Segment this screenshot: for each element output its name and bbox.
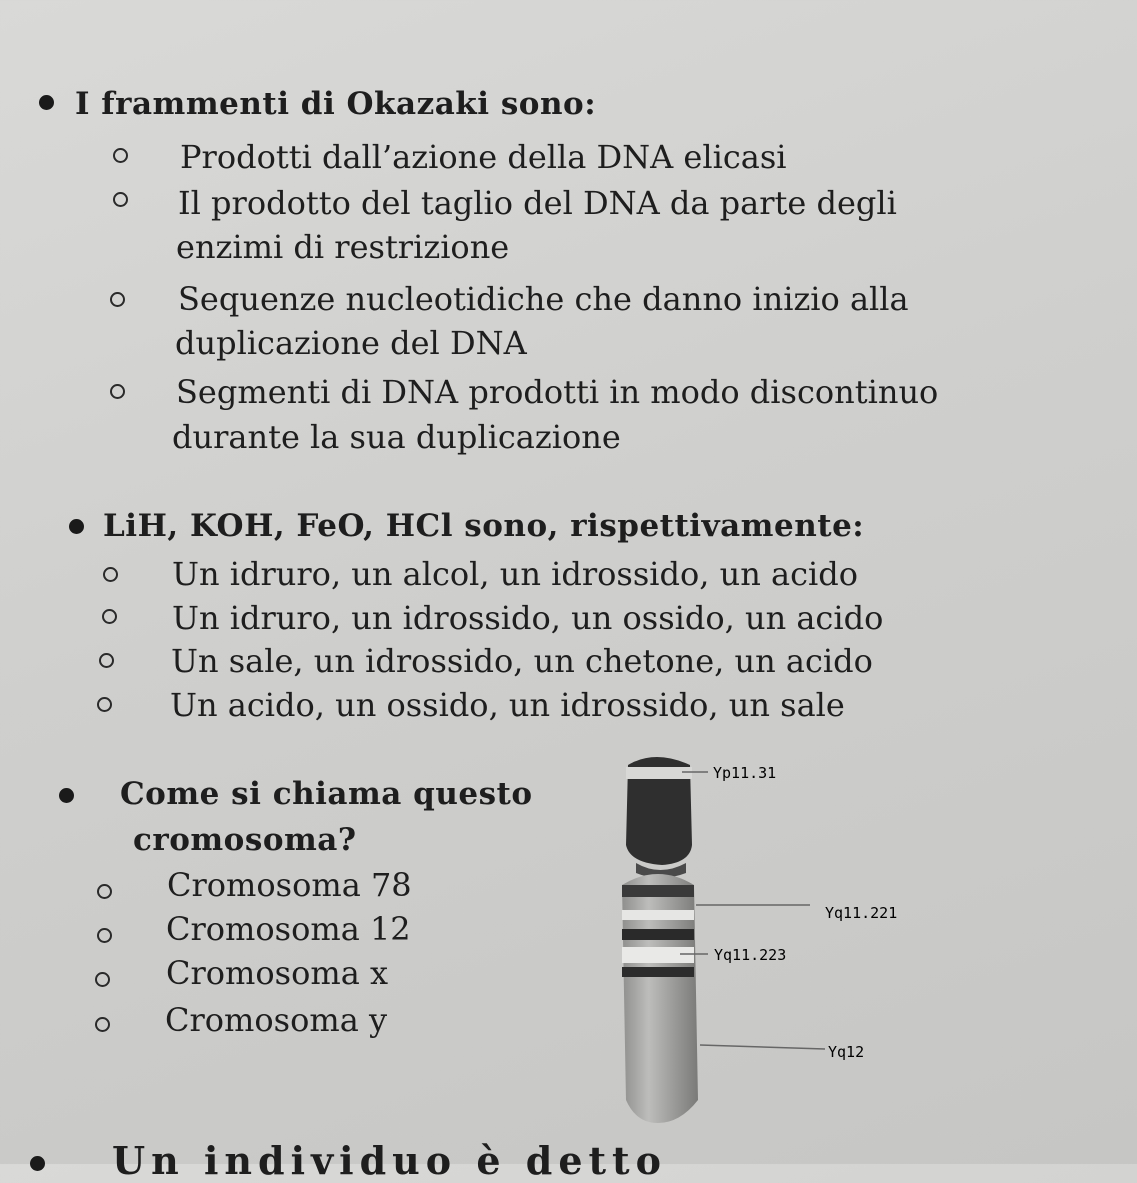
radio-option[interactable]: [110, 292, 125, 307]
question-1-option-4-line1[interactable]: Segmenti di DNA prodotti in modo discontinuo: [176, 373, 939, 411]
question-3-option-3[interactable]: Cromosoma x: [166, 954, 388, 992]
question-2-option-2[interactable]: Un idruro, un idrossido, un ossido, un acido: [172, 599, 884, 637]
question-4-text-cutoff: Un individuo è detto: [112, 1138, 667, 1183]
chromosome-band: [622, 929, 694, 940]
question-3-text-line1: Come si chiama questo: [120, 776, 533, 812]
bullet-point: [39, 95, 54, 110]
question-3-option-1[interactable]: Cromosoma 78: [167, 866, 412, 904]
question-1-option-3-line2[interactable]: duplicazione del DNA: [175, 324, 527, 362]
question-3-option-2[interactable]: Cromosoma 12: [166, 910, 411, 948]
question-2-option-3[interactable]: Un sale, un idrossido, un chetone, un acido: [171, 642, 873, 680]
radio-option[interactable]: [97, 884, 112, 899]
question-1-option-2-line2[interactable]: enzimi di restrizione: [176, 228, 510, 266]
bullet-point: [69, 519, 84, 534]
question-2-option-1[interactable]: Un idruro, un alcol, un idrossido, un acido: [172, 555, 858, 593]
radio-option[interactable]: [102, 609, 117, 624]
radio-option[interactable]: [110, 384, 125, 399]
question-3-option-4[interactable]: Cromosoma y: [165, 1001, 388, 1039]
radio-option[interactable]: [95, 972, 110, 987]
chromosome-band: [622, 885, 694, 897]
radio-option[interactable]: [97, 928, 112, 943]
question-1-option-3-line1[interactable]: Sequenze nucleotidiche che danno inizio alla: [178, 280, 909, 318]
radio-option[interactable]: [97, 697, 112, 712]
band-label-yp11-31: Yp11.31: [713, 764, 777, 782]
band-label-yq11-223: Yq11.223: [714, 946, 787, 964]
question-3-text-line2: cromosoma?: [133, 822, 357, 858]
chromosome-band: [626, 767, 692, 779]
bullet-point: [59, 788, 74, 803]
label-line: [700, 1045, 825, 1049]
radio-option[interactable]: [113, 192, 128, 207]
radio-option[interactable]: [95, 1017, 110, 1032]
question-1-option-2-line1[interactable]: Il prodotto del taglio del DNA da parte degli: [178, 184, 897, 222]
question-1-option-1[interactable]: Prodotti dall’azione della DNA elicasi: [180, 138, 787, 176]
chromosome-y-image: [600, 745, 960, 1135]
radio-option[interactable]: [103, 567, 118, 582]
question-2-option-4[interactable]: Un acido, un ossido, un idrossido, un sale: [170, 686, 845, 724]
radio-option[interactable]: [99, 653, 114, 668]
chromosome-band: [622, 947, 694, 963]
band-label-yq12: Yq12: [828, 1043, 865, 1061]
radio-option[interactable]: [113, 148, 128, 163]
question-1-option-4-line2[interactable]: durante la sua duplicazione: [172, 418, 621, 456]
band-label-yq11-221: Yq11.221: [825, 904, 898, 922]
chromosome-band: [622, 967, 694, 977]
chromosome-band: [622, 910, 694, 920]
question-1-text: I frammenti di Okazaki sono:: [75, 86, 597, 122]
question-2-text: LiH, KOH, FeO, HCl sono, rispettivamente:: [103, 508, 865, 544]
